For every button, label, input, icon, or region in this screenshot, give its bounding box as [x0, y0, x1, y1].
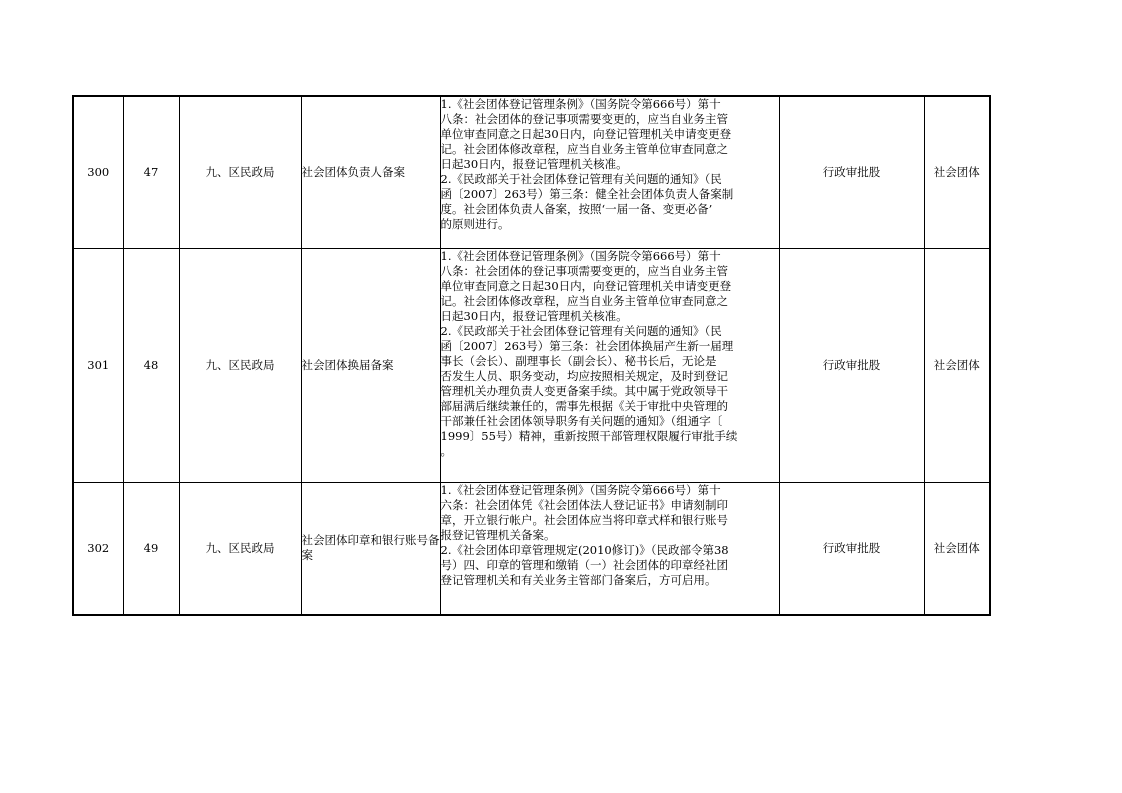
basis-line: 否发生人员、职务变动，均应按照相关规定，及时到登记: [440, 368, 728, 383]
basis-line: 函〔2007〕263号）第三条：社会团体换届产生新一届理: [440, 338, 734, 353]
table-row: [73, 482, 990, 615]
seq-cell: 301: [73, 248, 123, 482]
basis-line: 部届满后继续兼任的，需事先根据《关于审批中央管理的: [440, 398, 728, 413]
legal-basis-cell: [440, 248, 779, 482]
sub-seq-cell: 47: [123, 96, 179, 248]
basis-line: 单位审查同意之日起30日内，向登记管理机关申请变更登: [440, 127, 732, 141]
department-cell: 九、区民政局: [179, 96, 301, 248]
legal-basis-cell: [440, 96, 779, 248]
office-cell: 行政审批股: [779, 96, 924, 248]
basis-line: 记。社会团体修改章程，应当自业务主管单位审查同意之: [440, 293, 728, 308]
target-cell: 社会团体: [924, 248, 990, 482]
basis-line: 1.《社会团体登记管理条例》（国务院令第666号）第十: [440, 248, 721, 263]
basis-line: 2.《社会团体印章管理规定(2010修订)》（民政部令第38: [440, 542, 729, 557]
basis-line: 的原则进行。: [440, 217, 510, 231]
basis-line: 干部兼任社会团体领导职务有关问题的通知》（组通字〔: [440, 413, 723, 428]
department-cell: 九、区民政局: [179, 248, 301, 482]
basis-line: 。: [440, 443, 452, 458]
seq-cell: 302: [73, 482, 123, 615]
basis-line: 记。社会团体修改章程，应当自业务主管单位审查同意之: [440, 142, 728, 156]
seq-cell: 300: [73, 96, 123, 248]
basis-line: 登记管理机关和有关业务主管部门备案后，方可启用。: [440, 572, 717, 587]
sub-seq-cell: 49: [123, 482, 179, 615]
basis-line: 2.《民政部关于社会团体登记管理有关问题的通知》（民: [440, 172, 722, 186]
basis-line: 管理机关办理负责人变更备案手续。其中属于党政领导干: [440, 383, 728, 398]
basis-line: 2.《民政部关于社会团体登记管理有关问题的通知》（民: [440, 323, 722, 338]
basis-line: 章，开立银行帐户。社会团体应当将印章式样和银行账号: [440, 512, 728, 527]
basis-line: 日起30日内，报登记管理机关核准。: [440, 308, 628, 323]
target-cell: 社会团体: [924, 96, 990, 248]
basis-line: 六条：社会团体凭《社会团体法人登记证书》申请刻制印: [440, 497, 728, 512]
basis-line: 度。社会团体负责人备案，按照‘一届一备、变更必备’: [440, 202, 713, 216]
basis-line: 事长（会长）、副理事长（副会长）、秘书长后，无论是: [440, 353, 717, 368]
legal-basis-cell: [440, 482, 779, 615]
table-row: [73, 96, 990, 248]
item-name-cell: 社会团体印章和银行账号备案: [301, 482, 440, 615]
basis-line: 1.《社会团体登记管理条例》（国务院令第666号）第十: [440, 482, 721, 497]
office-cell: 行政审批股: [779, 482, 924, 615]
table-row: [73, 248, 990, 482]
basis-line: 八条：社会团体的登记事项需要变更的，应当自业务主管: [440, 112, 728, 126]
basis-line: 单位审查同意之日起30日内，向登记管理机关申请变更登: [440, 278, 732, 293]
department-cell: 九、区民政局: [179, 482, 301, 615]
target-cell: 社会团体: [924, 482, 990, 615]
basis-line: 报登记管理机关备案。: [440, 527, 556, 542]
office-cell: 行政审批股: [779, 248, 924, 482]
item-name-cell: 社会团体换届备案: [301, 248, 440, 482]
item-name-cell: 社会团体负责人备案: [301, 96, 440, 248]
basis-line: 日起30日内，报登记管理机关核准。: [440, 157, 628, 171]
basis-line: 号）四、印章的管理和缴销（一）社会团体的印章经社团: [440, 557, 728, 572]
basis-line: 八条：社会团体的登记事项需要变更的，应当自业务主管: [440, 263, 728, 278]
basis-line: 1.《社会团体登记管理条例》（国务院令第666号）第十: [440, 97, 721, 111]
basis-line: 1999〕55号）精神，重新按照干部管理权限履行审批手续: [440, 428, 738, 443]
record-table: [72, 95, 991, 616]
sub-seq-cell: 48: [123, 248, 179, 482]
basis-line: 函〔2007〕263号）第三条：健全社会团体负责人备案制: [440, 187, 734, 201]
